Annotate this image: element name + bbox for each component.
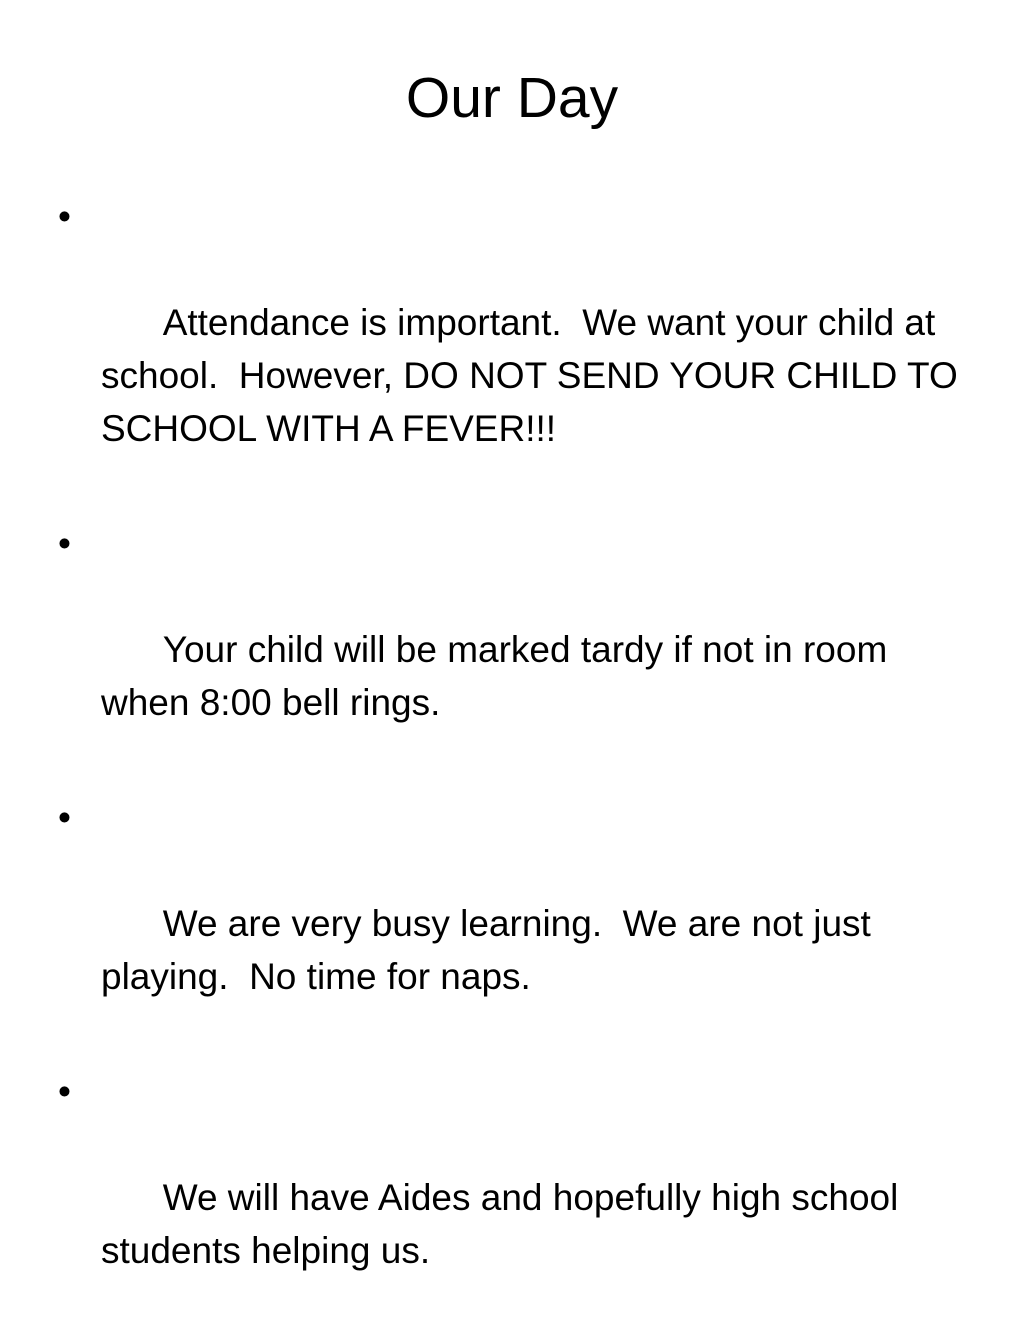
bullet-text: We will have Aides and hopefully high school students helping us. [101,1177,909,1271]
bullet-text: Your child will be marked tardy if not in room when 8:00 bell rings. [101,629,898,723]
bullet-icon: • [58,797,71,838]
bullet-text: We are very busy learning. We are not just playing. No time for naps. [101,903,882,997]
slide-title: Our Day [405,66,619,130]
bullet-item-aides [58,1065,968,1330]
bullet-icon: • [58,523,71,564]
bullet-item-learning [58,791,968,1056]
bullet-text: Attendance is important. We want your child at school. However, DO NOT SEND YOUR CHILD TO SCHOOL WITH A FEVER!!! [101,302,969,449]
bullet-item-attendance [58,190,968,508]
bullet-icon: • [58,1071,71,1112]
bullet-list [58,190,968,1339]
bullet-icon: • [58,196,71,237]
bullet-item-tardy [58,517,968,782]
